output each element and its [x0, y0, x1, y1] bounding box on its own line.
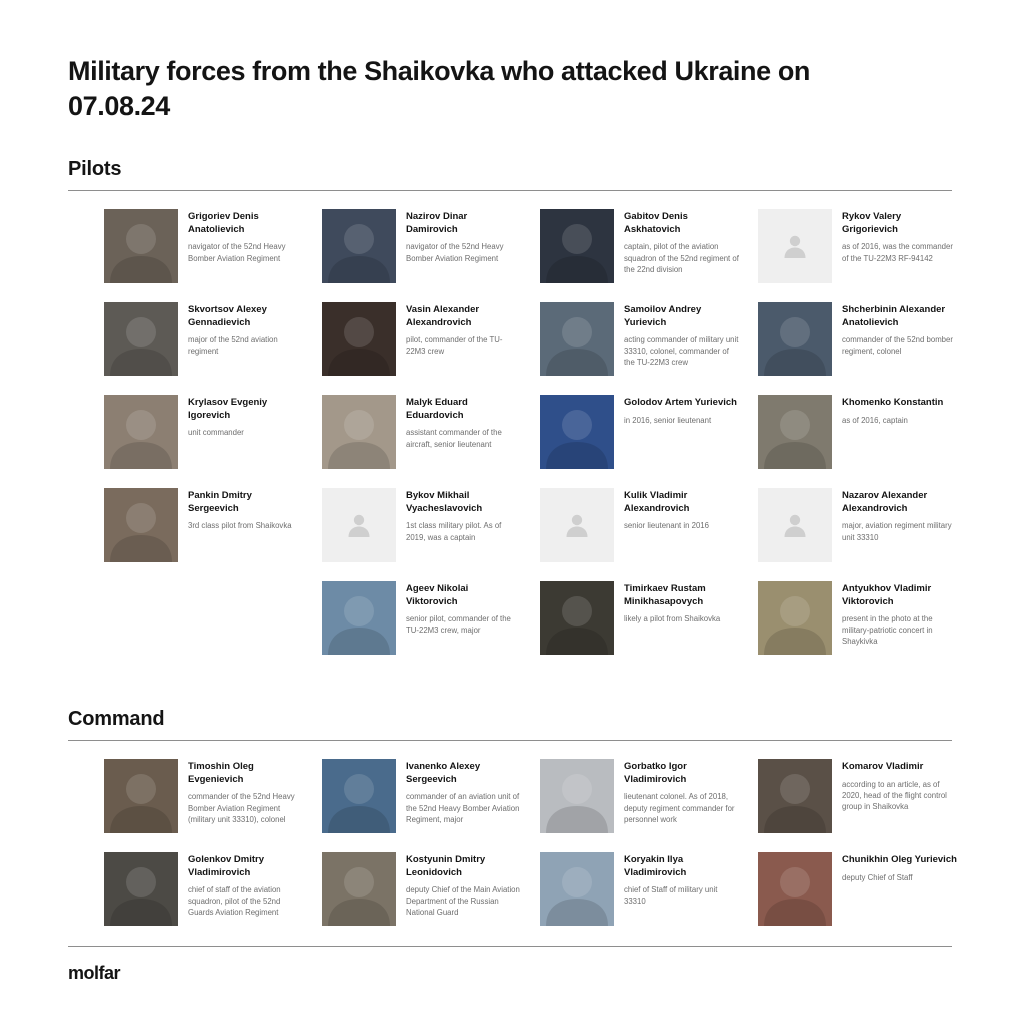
person-info — [178, 302, 303, 356]
person-photograph — [104, 395, 178, 469]
person-description: navigator of the 52nd Heavy Bomber Aviation Regiment — [406, 242, 504, 263]
person-description: as of 2016, was the commander of the TU-22M3 RF-94142 — [842, 242, 953, 263]
person-photo — [322, 209, 396, 283]
person-info — [614, 581, 739, 624]
person-photo — [540, 852, 614, 926]
person-photograph — [322, 581, 396, 655]
person-card — [540, 852, 749, 945]
person-card — [104, 852, 313, 945]
person-photo — [104, 488, 178, 562]
person-photograph — [540, 852, 614, 926]
person-description: acting commander of military unit 33310, colonel, commander of the TU-22M3 crew — [624, 335, 739, 367]
person-name: Skvortsov Alexey Gennadievich — [188, 304, 267, 328]
person-card — [540, 395, 749, 488]
person-name: Antyukhov Vladimir Viktorovich — [842, 583, 932, 607]
person-card — [758, 581, 967, 674]
person-card — [540, 488, 749, 581]
section-pilots-header — [68, 158, 952, 191]
person-info — [178, 209, 303, 263]
person-avatar-placeholder — [758, 209, 832, 283]
person-photo — [540, 395, 614, 469]
person-info — [396, 759, 521, 824]
person-card — [104, 302, 313, 395]
person-name: Shcherbinin Alexander Anatolievich — [842, 304, 946, 328]
divider — [68, 190, 952, 191]
person-card — [322, 302, 531, 395]
person-photograph — [540, 759, 614, 833]
person-photo — [540, 581, 614, 655]
person-name: Kostyunin Dmitry Leonidovich — [406, 854, 486, 878]
person-info — [832, 302, 957, 356]
person-photo — [540, 209, 614, 283]
person-name: Khomenko Konstantin — [842, 397, 944, 409]
person-name: Nazirov Dinar Damirovich — [406, 211, 468, 235]
person-info — [832, 852, 957, 883]
person-photo — [104, 395, 178, 469]
person-avatar-placeholder — [540, 488, 614, 562]
person-card — [322, 852, 531, 945]
person-info — [178, 852, 303, 917]
person-info — [396, 581, 521, 635]
person-info — [396, 209, 521, 263]
person-photograph — [758, 852, 832, 926]
person-photograph — [322, 209, 396, 283]
person-name: Timirkaev Rustam Minikhasapovych — [624, 583, 706, 607]
person-name: Timoshin Oleg Evgenievich — [188, 761, 254, 785]
people-grid-command — [104, 759, 957, 945]
person-info — [396, 852, 521, 917]
person-description: deputy Chief of the Main Aviation Department of the Russian National Guard — [406, 885, 520, 917]
person-description: chief of Staff of military unit 33310 — [624, 885, 718, 906]
person-card — [758, 209, 967, 302]
person-photo — [758, 759, 832, 833]
person-name: Gorbatko Igor Vladimirovich — [624, 761, 687, 785]
person-card — [322, 395, 531, 488]
person-photograph — [322, 395, 396, 469]
person-photo — [322, 395, 396, 469]
person-info — [832, 395, 957, 426]
person-card — [322, 209, 531, 302]
person-description: according to an article, as of 2020, head of the flight control group in Shaikovka — [842, 779, 947, 811]
person-photo — [104, 852, 178, 926]
person-photo — [104, 209, 178, 283]
person-placeholder-icon — [758, 209, 832, 283]
person-description: senior lieutenant in 2016 — [624, 521, 709, 531]
person-description: captain, pilot of the aviation squadron of the 52nd regiment of the 22nd division — [624, 242, 739, 274]
person-card — [104, 209, 313, 302]
section-title-command: Command — [68, 708, 165, 731]
person-card — [104, 488, 313, 581]
person-card — [104, 759, 313, 852]
person-photo — [758, 302, 832, 376]
divider — [68, 946, 952, 947]
person-name: Ivanenko Alexey Sergeevich — [406, 761, 481, 785]
person-description: major of the 52nd aviation regiment — [188, 335, 278, 356]
person-photograph — [540, 302, 614, 376]
person-name: Malyk Eduard Eduardovich — [406, 397, 468, 421]
person-description: lieutenant colonel. As of 2018, deputy regiment commander for personnel work — [624, 792, 735, 824]
person-card — [540, 759, 749, 852]
person-info — [614, 302, 739, 367]
person-name: Samoilov Andrey Yurievich — [624, 304, 702, 328]
person-card — [322, 488, 531, 581]
person-info — [832, 488, 957, 542]
person-description: chief of staff of the aviation squadron, pilot of the 52nd Guards Aviation Regiment — [188, 885, 281, 917]
person-photo — [322, 581, 396, 655]
person-card — [540, 302, 749, 395]
person-placeholder-icon — [758, 488, 832, 562]
person-photograph — [758, 581, 832, 655]
person-name: Rykov Valery Grigorievich — [842, 211, 902, 235]
person-description: as of 2016, captain — [842, 415, 908, 425]
person-photo — [540, 302, 614, 376]
person-card — [758, 302, 967, 395]
person-info — [178, 759, 303, 824]
person-photo — [104, 302, 178, 376]
person-photograph — [540, 395, 614, 469]
person-card — [322, 759, 531, 852]
person-description: 1st class military pilot. As of 2019, was a captain — [406, 521, 502, 542]
person-photograph — [322, 759, 396, 833]
person-name: Ageev Nikolai Viktorovich — [406, 583, 469, 607]
person-description: navigator of the 52nd Heavy Bomber Aviation Regiment — [188, 242, 286, 263]
person-info — [614, 488, 739, 531]
person-card — [758, 488, 967, 581]
person-info — [832, 581, 957, 646]
person-description: assistant commander of the aircraft, senior lieutenant — [406, 428, 502, 449]
person-name: Bykov Mikhail Vyacheslavovich — [406, 490, 483, 514]
person-photo — [322, 852, 396, 926]
person-card — [758, 395, 967, 488]
person-description: commander of the 52nd Heavy Bomber Aviation Regiment (military unit 33310), colonel — [188, 792, 295, 824]
person-info — [832, 209, 957, 263]
person-photo — [758, 395, 832, 469]
person-name: Gabitov Denis Askhatovich — [624, 211, 688, 235]
person-avatar-placeholder — [322, 488, 396, 562]
person-photograph — [758, 759, 832, 833]
section-title-pilots: Pilots — [68, 158, 122, 181]
person-info — [178, 488, 303, 531]
person-description: senior pilot, commander of the TU-22M3 crew, major — [406, 614, 511, 635]
person-photograph — [322, 302, 396, 376]
person-info — [614, 852, 739, 906]
section-command-header — [68, 708, 952, 741]
person-photograph — [540, 581, 614, 655]
brand-logo: molfar — [68, 963, 121, 983]
person-name: Pankin Dmitry Sergeevich — [188, 490, 252, 514]
person-card — [540, 581, 749, 674]
person-photo — [758, 852, 832, 926]
person-photograph — [322, 852, 396, 926]
person-name: Golenkov Dmitry Vladimirovich — [188, 854, 265, 878]
person-info — [178, 395, 303, 438]
person-info — [832, 759, 957, 812]
person-name: Golodov Artem Yurievich — [624, 397, 737, 409]
person-name: Komarov Vladimir — [842, 761, 924, 773]
person-placeholder-icon — [540, 488, 614, 562]
person-name: Chunikhin Oleg Yurievich — [842, 854, 957, 866]
person-info — [396, 395, 521, 449]
person-photograph — [104, 852, 178, 926]
person-avatar-placeholder — [758, 488, 832, 562]
person-name: Krylasov Evgeniy Igorevich — [188, 397, 268, 421]
person-photograph — [758, 302, 832, 376]
person-photo — [104, 759, 178, 833]
person-photograph — [104, 488, 178, 562]
person-photo — [322, 759, 396, 833]
person-description: commander of the 52nd bomber regiment, colonel — [842, 335, 953, 356]
person-description: pilot, commander of the TU-22M3 crew — [406, 335, 503, 356]
person-name: Nazarov Alexander Alexandrovich — [842, 490, 928, 514]
person-photograph — [104, 209, 178, 283]
person-info — [614, 759, 739, 824]
person-name: Kulik Vladimir Alexandrovich — [624, 490, 690, 514]
person-info — [614, 395, 739, 426]
person-photo — [540, 759, 614, 833]
person-description: deputy Chief of Staff — [842, 872, 913, 882]
person-info — [396, 488, 521, 542]
person-card — [104, 395, 313, 488]
person-photo — [322, 302, 396, 376]
person-description: major, aviation regiment military unit 33310 — [842, 521, 952, 542]
people-grid-pilots — [104, 209, 952, 674]
person-description: present in the photo at the military-patriotic concert in Shaykivka — [842, 614, 933, 646]
person-description: unit commander — [188, 428, 244, 438]
page-footer — [68, 946, 952, 984]
person-name: Grigoriev Denis Anatolievich — [188, 211, 259, 235]
person-photograph — [540, 209, 614, 283]
person-description: likely a pilot from Shaikovka — [624, 614, 721, 624]
person-name: Vasin Alexander Alexandrovich — [406, 304, 480, 328]
person-description: commander of an aviation unit of the 52nd Heavy Bomber Aviation Regiment, major — [406, 792, 520, 824]
person-photo — [758, 581, 832, 655]
person-card — [758, 852, 967, 945]
person-name: Koryakin Ilya Vladimirovich — [624, 854, 687, 878]
person-card — [322, 581, 531, 674]
person-card — [758, 759, 967, 852]
page-title: Military forces from the Shaikovka who attacked Ukraine on 07.08.24 — [68, 56, 811, 122]
person-card — [540, 209, 749, 302]
person-description: in 2016, senior lieutenant — [624, 415, 712, 425]
person-info — [614, 209, 739, 274]
person-photograph — [104, 759, 178, 833]
person-info — [396, 302, 521, 356]
person-photograph — [758, 395, 832, 469]
person-description: 3rd class pilot from Shaikovka — [188, 521, 292, 531]
person-photograph — [104, 302, 178, 376]
divider — [68, 740, 952, 741]
person-placeholder-icon — [322, 488, 396, 562]
